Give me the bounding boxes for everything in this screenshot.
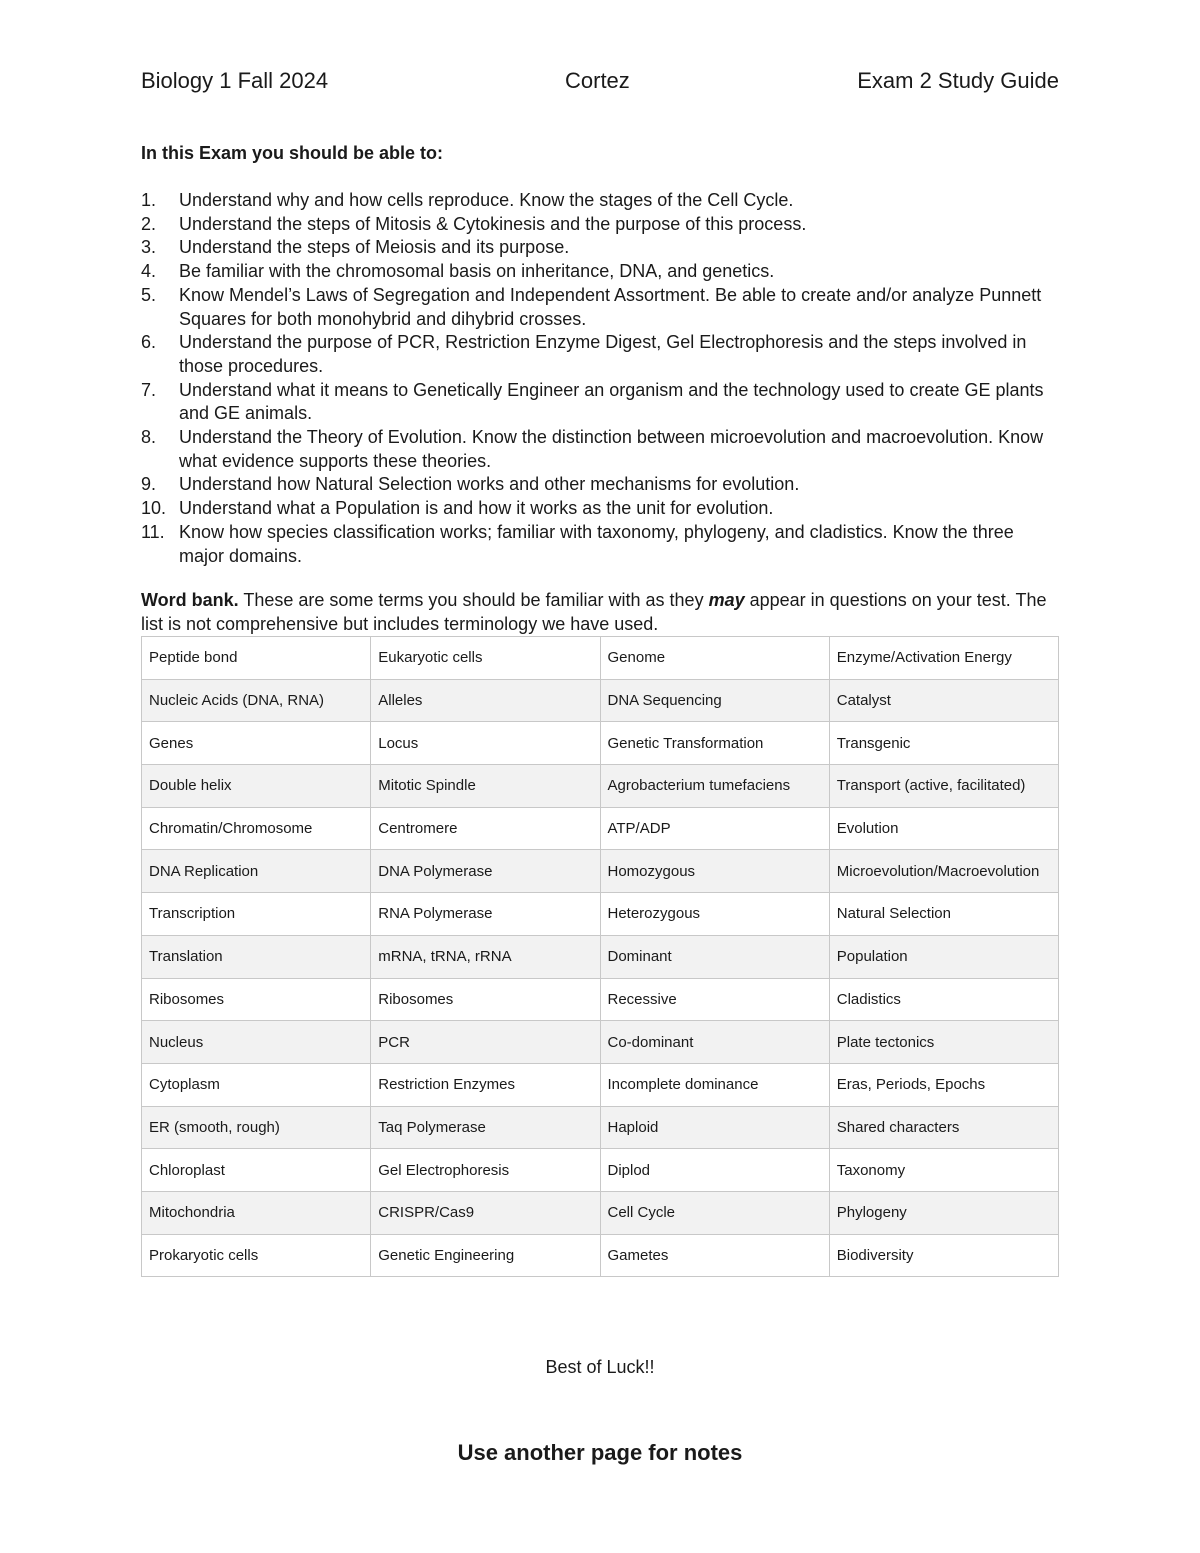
term-cell: Eras, Periods, Epochs [829, 1063, 1058, 1106]
objective-text: Understand what a Population is and how it works as the unit for evolution. [179, 498, 774, 519]
term-cell: Dominant [600, 935, 829, 978]
objective-item [141, 521, 1059, 568]
objective-item [141, 260, 1059, 284]
table-row [142, 1106, 1059, 1149]
term-cell: Haploid [600, 1106, 829, 1149]
term-cell: Transgenic [829, 722, 1058, 765]
objective-item [141, 236, 1059, 260]
term-cell: Agrobacterium tumefaciens [600, 765, 829, 808]
table-row [142, 1191, 1059, 1234]
objective-item [141, 213, 1059, 237]
objective-number: 5. [141, 284, 157, 305]
notes-instruction: Use another page for notes [457, 1440, 743, 1465]
objective-text: Understand why and how cells reproduce. Know the stages of the Cell Cycle. [179, 190, 794, 210]
term-cell: Transcription [142, 893, 371, 936]
objectives-heading: In this Exam you should be able to: [141, 143, 444, 163]
objective-item [141, 473, 1059, 497]
objective-text: Know how species classification works; familiar with taxonomy, phylogeny, and cladistics. Know the three major domains. [179, 521, 1014, 566]
term-cell: Mitotic Spindle [371, 765, 600, 808]
term-cell: CRISPR/Cas9 [371, 1191, 600, 1234]
term-cell: Mitochondria [142, 1191, 371, 1234]
term-cell: Phylogeny [829, 1191, 1058, 1234]
term-cell: Prokaryotic cells [142, 1234, 371, 1277]
objective-text: Know Mendel’s Laws of Segregation and Independent Assortment. Be able to create and/or analyze Punnett Squares for both monohybrid and dihybrid crosses. [179, 284, 1042, 329]
objective-number: 6. [141, 332, 157, 353]
table-row [142, 1234, 1059, 1277]
word-bank-text-after: appear in questions on your test. The list is not comprehensive but includes terminology we have used. [141, 590, 1047, 634]
term-cell: Cytoplasm [142, 1063, 371, 1106]
objectives-list [141, 189, 1059, 568]
term-cell: Chloroplast [142, 1149, 371, 1192]
objective-item [141, 426, 1059, 473]
term-cell: Gel Electrophoresis [371, 1149, 600, 1192]
word-bank-table [141, 636, 1059, 1277]
word-bank-label: Word bank. [141, 590, 239, 610]
term-cell: Locus [371, 722, 600, 765]
term-cell: Nucleic Acids (DNA, RNA) [142, 679, 371, 722]
term-cell: Cladistics [829, 978, 1058, 1021]
term-cell: Recessive [600, 978, 829, 1021]
objective-text: Be familiar with the chromosomal basis on inheritance, DNA, and genetics. [179, 261, 775, 282]
term-cell: Heterozygous [600, 893, 829, 936]
objective-number: 10. [141, 498, 167, 519]
objective-number: 9. [141, 474, 157, 495]
term-cell: Transport (active, facilitated) [829, 765, 1058, 808]
term-cell: RNA Polymerase [371, 893, 600, 936]
term-cell: PCR [371, 1021, 600, 1064]
term-cell: Genome [600, 637, 829, 680]
objective-item [141, 497, 1059, 521]
table-row [142, 679, 1059, 722]
term-cell: Genes [142, 722, 371, 765]
word-bank-emphasis: may [708, 590, 745, 610]
term-cell: mRNA, tRNA, rRNA [371, 935, 600, 978]
objective-text: Understand what it means to Genetically Engineer an organism and the technology used to create GE plants and GE animals. [179, 379, 1044, 424]
term-cell: ER (smooth, rough) [142, 1106, 371, 1149]
term-cell: Natural Selection [829, 893, 1058, 936]
instructor-name: Cortez [565, 68, 630, 93]
table-row [142, 935, 1059, 978]
table-row [142, 850, 1059, 893]
term-cell: Genetic Engineering [371, 1234, 600, 1277]
term-cell: Population [829, 935, 1058, 978]
objective-number: 7. [141, 379, 157, 400]
table-row [142, 722, 1059, 765]
term-cell: ATP/ADP [600, 807, 829, 850]
objective-number: 11. [141, 521, 165, 542]
objective-number: 8. [141, 427, 157, 448]
word-bank-intro [141, 589, 1059, 636]
term-cell: Homozygous [600, 850, 829, 893]
term-cell: Alleles [371, 679, 600, 722]
term-cell: Chromatin/Chromosome [142, 807, 371, 850]
objective-text: Understand the purpose of PCR, Restriction Enzyme Digest, Gel Electrophoresis and the steps involved in those procedures. [179, 332, 1027, 376]
term-cell: Cell Cycle [600, 1191, 829, 1234]
term-cell: DNA Polymerase [371, 850, 600, 893]
term-cell: Restriction Enzymes [371, 1063, 600, 1106]
table-row [142, 1021, 1059, 1064]
objective-number: 4. [141, 261, 157, 282]
term-cell: Eukaryotic cells [371, 637, 600, 680]
objective-item [141, 189, 1059, 213]
objective-item [141, 379, 1059, 426]
term-cell: Genetic Transformation [600, 722, 829, 765]
page-header [141, 68, 1059, 102]
term-cell: Centromere [371, 807, 600, 850]
objective-text: Understand how Natural Selection works and other mechanisms for evolution. [179, 474, 800, 495]
objective-number: 1. [141, 190, 157, 210]
term-cell: DNA Sequencing [600, 679, 829, 722]
document-title: Exam 2 Study Guide [857, 68, 1059, 93]
term-cell: Evolution [829, 807, 1058, 850]
term-cell: Ribosomes [142, 978, 371, 1021]
objective-text: Understand the steps of Mitosis & Cytokinesis and the purpose of this process. [179, 213, 807, 234]
term-cell: Plate tectonics [829, 1021, 1058, 1064]
term-cell: Peptide bond [142, 637, 371, 680]
objective-number: 3. [141, 237, 157, 258]
term-cell: Catalyst [829, 679, 1058, 722]
objective-number: 2. [141, 213, 157, 234]
term-cell: DNA Replication [142, 850, 371, 893]
table-row [142, 637, 1059, 680]
term-cell: Incomplete dominance [600, 1063, 829, 1106]
objective-item [141, 284, 1059, 331]
term-cell: Gametes [600, 1234, 829, 1277]
table-row [142, 893, 1059, 936]
table-row [142, 765, 1059, 808]
term-cell: Enzyme/Activation Energy [829, 637, 1058, 680]
term-cell: Double helix [142, 765, 371, 808]
course-name: Biology 1 Fall 2024 [141, 68, 329, 93]
closing-message: Best of Luck!! [545, 1357, 655, 1377]
term-cell: Diplod [600, 1149, 829, 1192]
term-cell: Nucleus [142, 1021, 371, 1064]
term-cell: Co-dominant [600, 1021, 829, 1064]
table-row [142, 1063, 1059, 1106]
word-bank-text-before: These are some terms you should be familiar with as they [238, 590, 709, 610]
term-cell: Biodiversity [829, 1234, 1058, 1277]
term-cell: Microevolution/Macroevolution [829, 850, 1058, 893]
term-cell: Ribosomes [371, 978, 600, 1021]
term-cell: Translation [142, 935, 371, 978]
term-cell: Shared characters [829, 1106, 1058, 1149]
term-cell: Taq Polymerase [371, 1106, 600, 1149]
table-row [142, 1149, 1059, 1192]
objective-text: Understand the steps of Meiosis and its purpose. [179, 237, 570, 258]
objective-text: Understand the Theory of Evolution. Know the distinction between microevolution and macroevolution. Know what evidence supports these theories. [179, 427, 1044, 471]
table-row [142, 807, 1059, 850]
term-cell: Taxonomy [829, 1149, 1058, 1192]
objective-item [141, 331, 1059, 378]
table-row [142, 978, 1059, 1021]
